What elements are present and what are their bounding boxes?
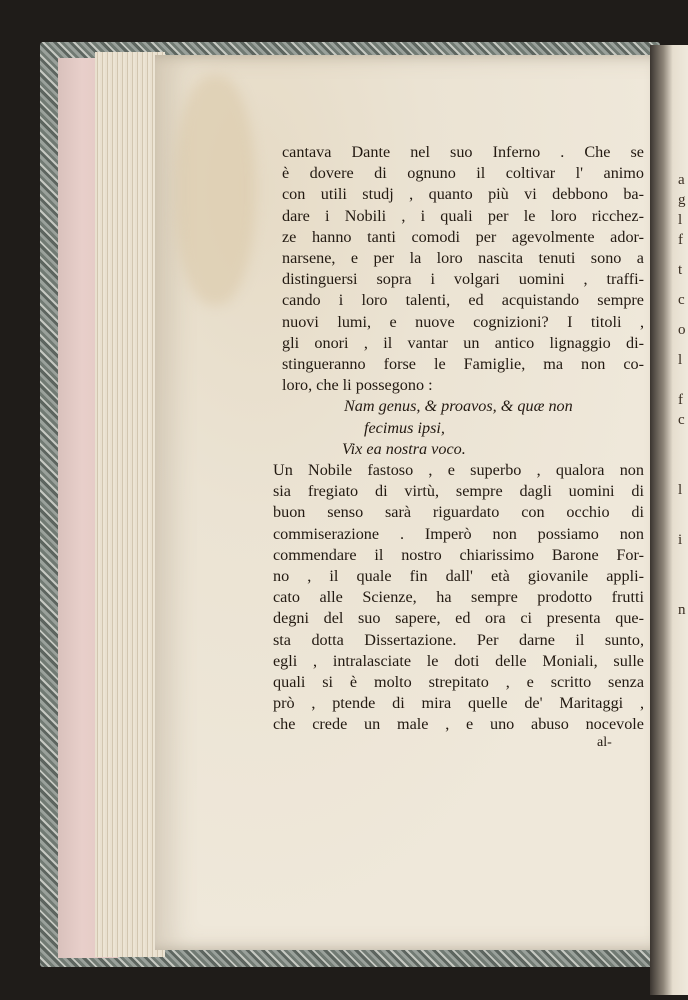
facing-letter: c xyxy=(678,412,685,428)
text-line: distinguersi sopra i volgari uomini , traffi- xyxy=(282,270,644,289)
facing-letter: t xyxy=(678,262,683,278)
text-line: nuovi lumi, e nuove cognizioni? I titoli , xyxy=(282,312,644,331)
facing-letter: f xyxy=(678,232,683,248)
text-line: commiserazione . Imperò non possiamo non xyxy=(273,524,644,543)
facing-letter: c xyxy=(678,292,685,308)
text-line: loro, che li possegono : xyxy=(282,376,433,395)
text-line: buon senso sarà riguardato con occhio di xyxy=(273,503,644,522)
text-line: commendare il nostro chiarissimo Barone For- xyxy=(273,545,644,564)
facing-letter: l xyxy=(678,482,683,498)
page-stain xyxy=(175,75,255,305)
text-line: sta dotta Dissertazione. Per darne il sunto, xyxy=(273,630,644,649)
facing-letter: n xyxy=(678,602,686,618)
text-line: stingueranno forse le Famiglie, ma non co- xyxy=(282,355,644,374)
text-line: Un Nobile fastoso , e superbo , qualora non xyxy=(273,461,644,480)
text-line: degni del suo sapere, ed ora ci presenta que- xyxy=(273,609,644,628)
text-line: cato alle Scienze, ha sempre prodotto frutti xyxy=(273,588,644,607)
text-line: egli , intralasciate le doti delle Moniali, sulle xyxy=(273,651,644,670)
text-line: narsene, e per la loro nascita tenuti sono a xyxy=(282,249,644,268)
page-body-text xyxy=(273,142,644,736)
latin-verse-line: Vix ea nostra voco. xyxy=(342,439,466,458)
facing-letter: o xyxy=(678,322,686,338)
facing-letter: i xyxy=(678,532,683,548)
facing-letter: g xyxy=(678,192,686,208)
text-line: è dovere di ognuno il coltivar l' animo xyxy=(282,164,644,183)
text-line: cantava Dante nel suo Inferno . Che se xyxy=(282,143,644,161)
catchword: al- xyxy=(597,735,612,750)
facing-letter: l xyxy=(678,352,683,368)
text-line: gli onori , il vantar un antico lignaggio di- xyxy=(282,333,644,352)
facing-letter: a xyxy=(678,172,685,188)
facing-letter: l xyxy=(678,212,683,228)
text-line: prò , ptende di mira quelle de' Maritaggi , xyxy=(273,694,644,713)
facing-letter: f xyxy=(678,392,683,408)
text-line: no , il quale fin dall' età giovanile appli- xyxy=(273,567,644,586)
text-line: cando i loro talenti, ed acquistando sempre xyxy=(282,291,644,310)
text-line: sia fregiato di virtù, sempre dagli uomini di xyxy=(273,482,644,501)
text-line: dare i Nobili , i quali per le loro ricchez- xyxy=(282,206,644,225)
text-line: che crede un male , e uno abuso nocevole xyxy=(273,715,644,734)
latin-verse-line: Nam genus, & proavos, & quæ non xyxy=(344,397,573,416)
latin-verse-line: fecimus ipsi, xyxy=(364,418,445,437)
text-line: ze hanno tanti comodi per agevolmente ador- xyxy=(282,227,644,246)
text-line: quali si è molto strepitato , e scritto senza xyxy=(273,673,644,692)
text-line: con utili studj , quanto più vi debbono ba- xyxy=(282,185,644,204)
